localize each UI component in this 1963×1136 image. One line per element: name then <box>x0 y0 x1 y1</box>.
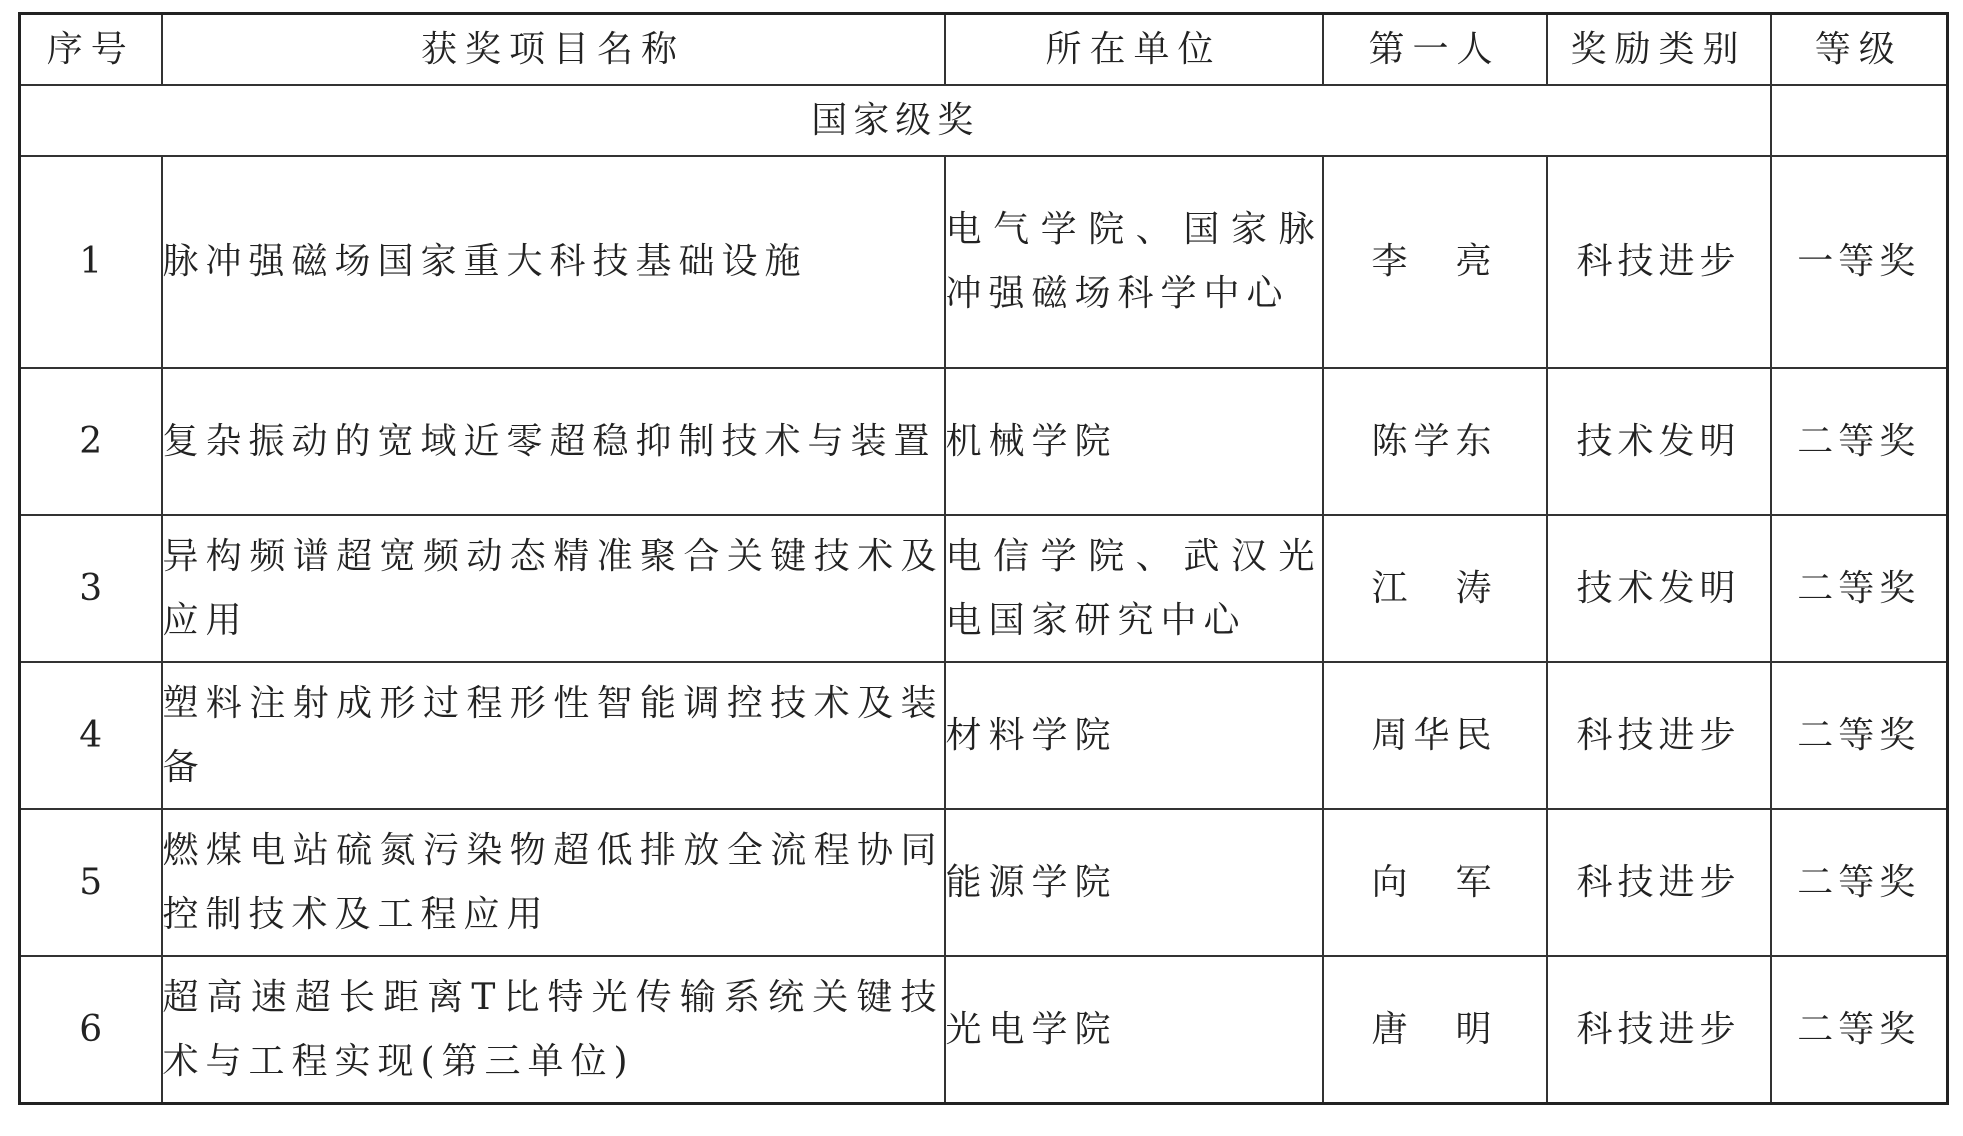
award-type: 科技进步 <box>1547 156 1771 368</box>
table-row <box>20 662 1948 809</box>
awards-table <box>18 12 1949 1105</box>
award-type: 科技进步 <box>1547 662 1771 809</box>
table-body <box>20 85 1948 1104</box>
project-name: 燃煤电站硫氮污染物超低排放全流程协同控制技术及工程应用 <box>162 809 945 956</box>
row-number: 6 <box>20 956 162 1104</box>
table-header <box>20 14 1948 86</box>
project-name: 塑料注射成形过程形性智能调控技术及装备 <box>162 662 945 809</box>
header-unit: 所在单位 <box>945 14 1323 86</box>
unit-name: 材料学院 <box>945 662 1323 809</box>
award-grade: 二等奖 <box>1771 515 1948 662</box>
award-grade: 二等奖 <box>1771 956 1948 1104</box>
first-person: 周华民 <box>1323 662 1547 809</box>
table-row <box>20 368 1948 515</box>
project-name: 异构频谱超宽频动态精准聚合关键技术及应用 <box>162 515 945 662</box>
header-award-type: 奖励类别 <box>1547 14 1771 86</box>
table-row <box>20 156 1948 368</box>
unit-name: 机械学院 <box>945 368 1323 515</box>
project-name: 超高速超长距离T比特光传输系统关键技术与工程实现(第三单位) <box>162 956 945 1104</box>
first-person: 江 涛 <box>1323 515 1547 662</box>
award-grade: 一等奖 <box>1771 156 1948 368</box>
first-person: 唐 明 <box>1323 956 1547 1104</box>
header-first-person: 第一人 <box>1323 14 1547 86</box>
row-number: 4 <box>20 662 162 809</box>
award-grade: 二等奖 <box>1771 662 1948 809</box>
project-name: 复杂振动的宽域近零超稳抑制技术与装置 <box>162 368 945 515</box>
first-person: 陈学东 <box>1323 368 1547 515</box>
row-number: 1 <box>20 156 162 368</box>
award-grade: 二等奖 <box>1771 368 1948 515</box>
section-label: 国家级奖 <box>20 85 1771 156</box>
header-grade: 等级 <box>1771 14 1948 86</box>
first-person: 向 军 <box>1323 809 1547 956</box>
award-grade: 二等奖 <box>1771 809 1948 956</box>
award-type: 科技进步 <box>1547 956 1771 1104</box>
first-person: 李 亮 <box>1323 156 1547 368</box>
award-type: 技术发明 <box>1547 368 1771 515</box>
table-row <box>20 956 1948 1104</box>
unit-name: 电信学院、武汉光电国家研究中心 <box>945 515 1323 662</box>
section-empty-cell <box>1771 85 1948 156</box>
header-project-name: 获奖项目名称 <box>162 14 945 86</box>
unit-name: 能源学院 <box>945 809 1323 956</box>
table-row <box>20 515 1948 662</box>
header-row <box>20 14 1948 86</box>
project-name: 脉冲强磁场国家重大科技基础设施 <box>162 156 945 368</box>
unit-name: 光电学院 <box>945 956 1323 1104</box>
row-number: 3 <box>20 515 162 662</box>
award-type: 科技进步 <box>1547 809 1771 956</box>
header-number: 序号 <box>20 14 162 86</box>
unit-name: 电气学院、国家脉冲强磁场科学中心 <box>945 156 1323 368</box>
row-number: 5 <box>20 809 162 956</box>
row-number: 2 <box>20 368 162 515</box>
award-type: 技术发明 <box>1547 515 1771 662</box>
section-row <box>20 85 1948 156</box>
table-row <box>20 809 1948 956</box>
